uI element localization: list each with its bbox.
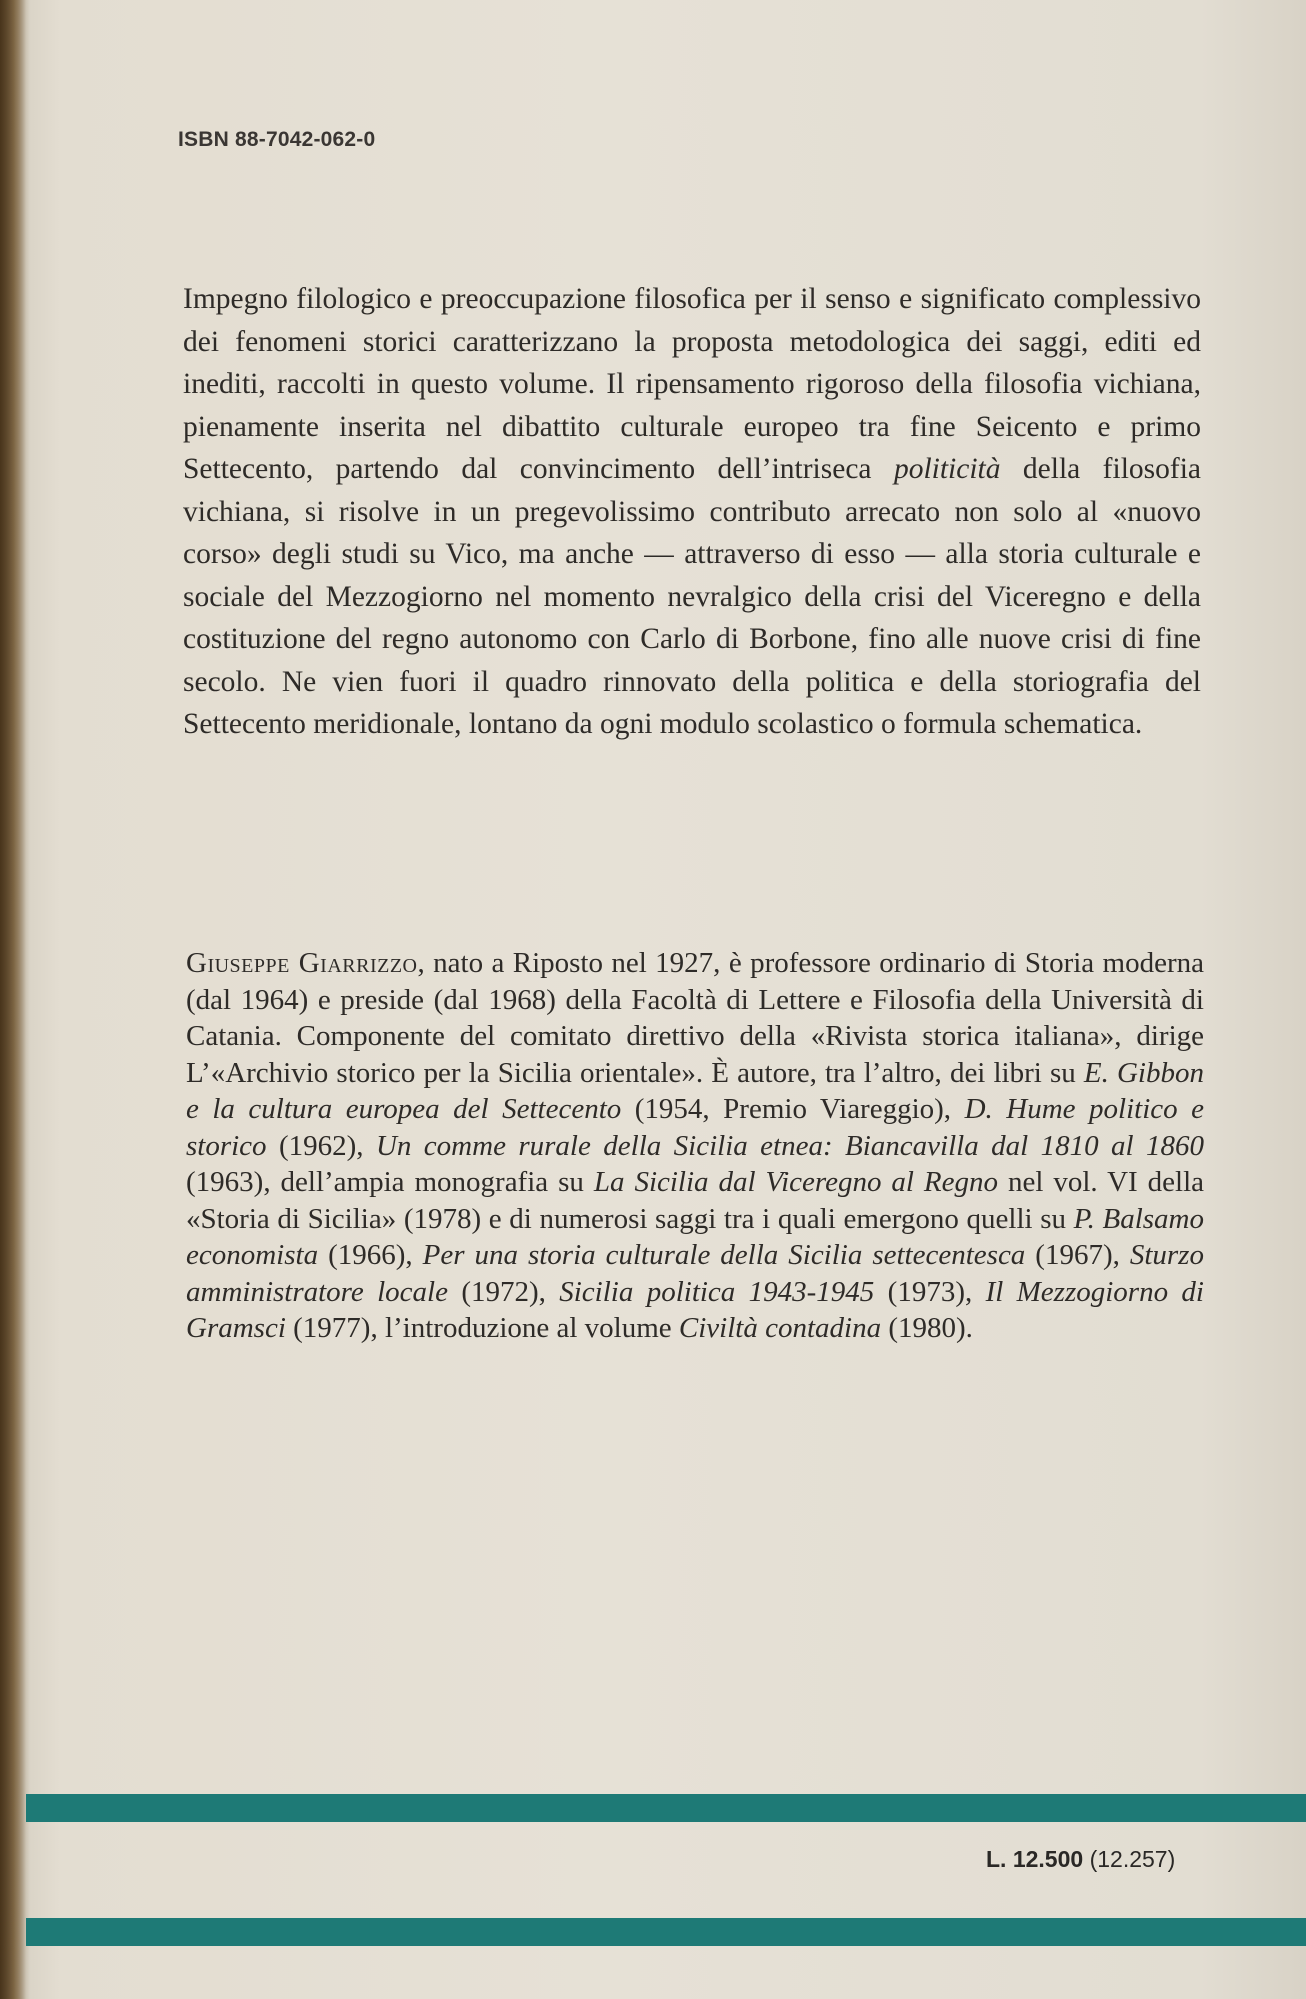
bio-text: (1973), [874, 1275, 986, 1308]
book-spine-edge [0, 0, 30, 1999]
bio-book-title: Il Mezzogiorno di Gramsci [186, 1275, 1204, 1344]
bio-text: (1977), l’introduzione al volume [285, 1312, 679, 1344]
bio-text: nel vol. VI della «Storia di Sicilia» (1978) e di numerosi saggi tra i quali emergono quelli su [186, 1166, 1205, 1235]
bio-text: (1954, Premio Viareggio), [621, 1093, 965, 1125]
description-italic-term: politicità [893, 453, 1001, 485]
teal-band-top [26, 1794, 1306, 1822]
bio-book-title: Un comme rurale della Sicilia etnea: Biancavilla dal 1810 al 1860 [375, 1129, 1204, 1162]
bio-book-title: Civiltà contadina [678, 1312, 882, 1344]
bio-text: (1963), dell’ampia monografia su [186, 1166, 594, 1198]
book-description [183, 278, 1201, 746]
bio-text: (1980). [881, 1312, 973, 1344]
bio-book-title: Sturzo amministratore locale [186, 1239, 1204, 1308]
bio-book-title: Per una storia culturale della Sicilia settecentesca [422, 1239, 1026, 1271]
bio-text: (1972), [447, 1275, 560, 1308]
bio-text: (1966), [318, 1239, 423, 1271]
price-main: L. 12.500 [986, 1846, 1084, 1872]
author-biography [186, 945, 1204, 1347]
bio-book-title: D. Hume politico e storico [186, 1093, 1204, 1162]
bio-text: (1967), [1025, 1239, 1130, 1271]
price-secondary: (12.257) [1089, 1846, 1176, 1872]
author-name: Giuseppe Giarrizzo [186, 947, 418, 979]
teal-band-bottom [26, 1918, 1306, 1946]
description-text-2: della filosofia vichiana, si risolve in un pregevolissimo contributo arrecato non solo al «nuovo corso» degli studi su Vico, ma anche — attraverso di esso — alla storia culturale e sociale del Mezzogiorno nel momento nevralgico della crisi del Viceregno e della costituzione del regno autonomo con Carlo di Borbone, fino alle nuove crisi di fine secolo. Ne vien fuori il quadro rinnovato della politica e della storiografia del Settecento meridionale, lontano da ogni modulo scolastico o formula schematica. [183, 453, 1201, 740]
bio-text: (1962), [266, 1129, 376, 1162]
isbn-code: ISBN 88-7042-062-0 [178, 128, 376, 151]
description-text-1: Impegno filologico e preoccupazione filosofica per il senso e significato complessivo dei fenomeni storici caratterizzano la proposta metodologica dei saggi, editi ed inediti, raccolti in questo volume. Il ripensamento rigoroso della filosofia vichiana, pienamente inserita nel dibattito culturale europeo tra fine Seicento e primo Settecento, partendo dal convincimento dell’intriseca [183, 283, 1201, 485]
bio-book-title: E. Gibbon e la cultura europea del Settecento [186, 1056, 1204, 1125]
bio-book-title: Sicilia politica 1943-1945 [559, 1275, 875, 1308]
price-label [986, 1846, 1175, 1873]
bio-book-title: La Sicilia dal Viceregno al Regno [593, 1166, 999, 1198]
bio-book-title: P. Balsamo economista [186, 1202, 1204, 1271]
bio-text: , nato a Riposto nel 1927, è professore ordinario di Storia moderna (dal 1964) e preside (dal 1968) della Facoltà di Lettere e Filosofia della Università di Catania. Componente del comitato direttivo della «Rivista storica italiana», dirige L’«Archivio storico per la Sicilia orientale». È autore, tra l’altro, dei libri su [186, 947, 1204, 1089]
